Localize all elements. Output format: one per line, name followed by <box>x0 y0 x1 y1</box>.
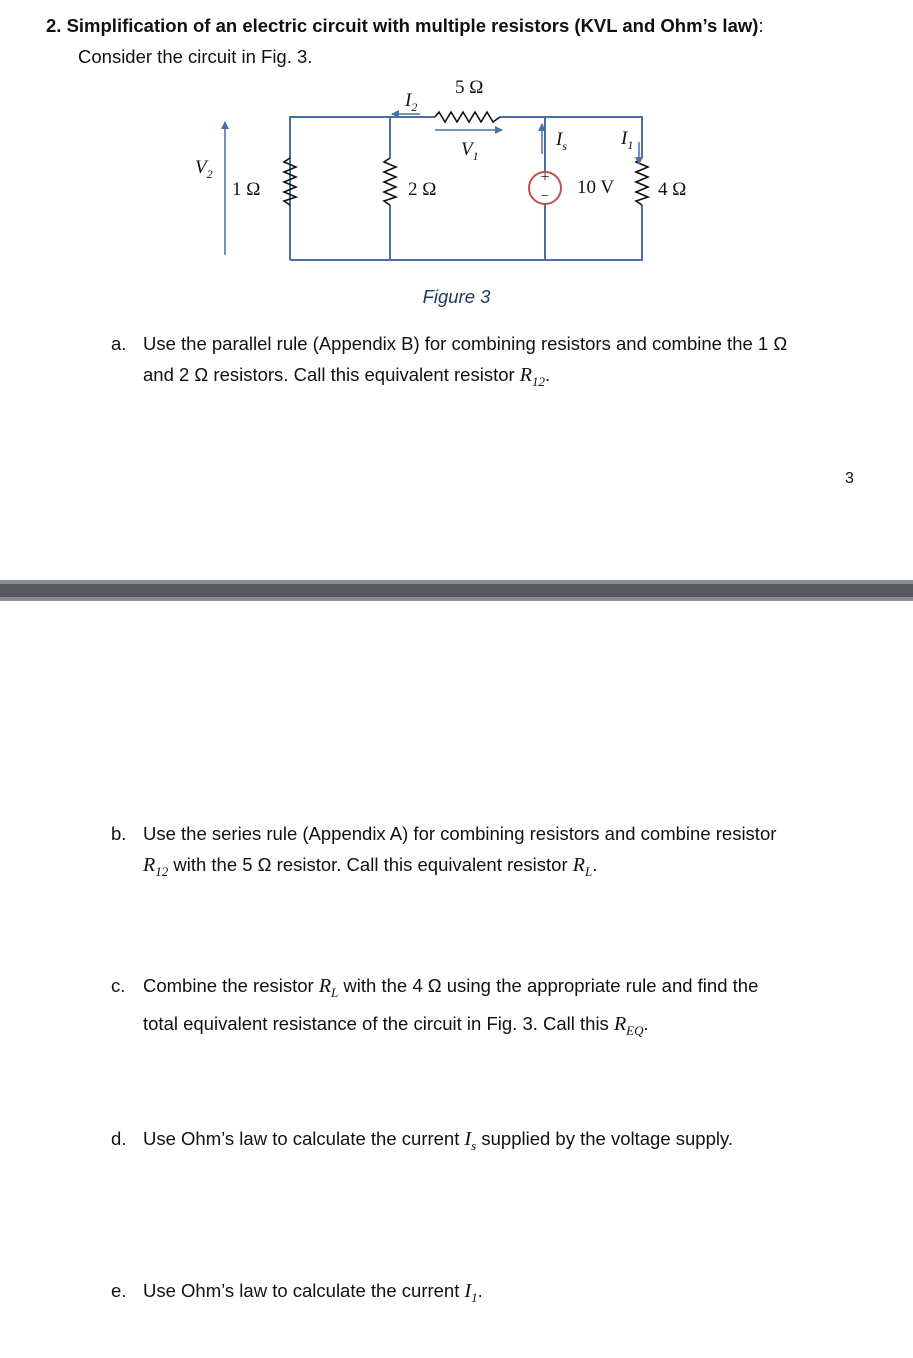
label-i1: $I_1$ <box>621 128 634 152</box>
symbol-is: $I_s$ <box>464 1128 477 1153</box>
label-r5: 5 Ω <box>455 77 484 98</box>
circuit-figure <box>180 70 740 280</box>
circuit-diagram <box>180 70 740 280</box>
part-d-letter: d. <box>111 1128 127 1149</box>
part-a-text: Use the parallel rule (Appendix B) for combining resistors and combine the 1 Ω and 2 Ω resistors. Call this equivalent resistor $R_{12}$. <box>143 333 788 389</box>
question-intro: Consider the circuit in Fig. 3. <box>78 46 313 67</box>
figure-caption: Figure 3 <box>422 286 491 307</box>
resistor-2-ohm <box>384 158 396 205</box>
label-is: $I_s$ <box>556 129 567 153</box>
page-number: 3 <box>845 470 854 487</box>
symbol-r12: $R_{12}$ <box>519 364 546 389</box>
symbol-rl: $R_L$ <box>318 975 339 1000</box>
label-r4: 4 Ω <box>658 179 687 200</box>
label-r1: 1 Ω <box>232 179 261 200</box>
part-b-text: Use the series rule (Appendix A) for combining resistors and combine resistor $R_{12}$ with the 5 Ω resistor. Call this equivalent resistor $R_L$. <box>143 823 777 879</box>
part-c <box>111 970 851 1046</box>
label-v2: $V_2$ <box>195 157 213 181</box>
part-a-letter: a. <box>111 333 127 354</box>
question-title-colon: : <box>758 15 764 36</box>
source-minus-label: − <box>541 189 549 204</box>
resistor-5-ohm <box>435 112 500 122</box>
symbol-rl: $R_L$ <box>572 854 593 879</box>
question-title <box>46 15 764 37</box>
label-source: 10 V <box>577 177 615 198</box>
label-r2: 2 Ω <box>408 179 437 200</box>
part-b-letter: b. <box>111 823 127 844</box>
symbol-r12: $R_{12}$ <box>143 854 169 879</box>
question-title-text: Simplification of an electric circuit with multiple resistors (KVL and Ohm’s law) <box>66 15 759 36</box>
question-number: 2. <box>46 15 62 36</box>
label-i2: $I_2$ <box>405 90 418 114</box>
circuit-labels <box>195 77 686 200</box>
part-e <box>111 1275 851 1313</box>
symbol-req: $R_{EQ}$ <box>613 1013 644 1038</box>
part-d-text: Use Ohm’s law to calculate the current $I_s$ supplied by the voltage supply. <box>143 1128 734 1153</box>
part-d <box>111 1123 851 1161</box>
part-a <box>111 328 851 397</box>
source-plus-label: + <box>540 169 550 186</box>
voltage-source <box>529 169 561 204</box>
part-c-text: Combine the resistor $R_L$ with the 4 Ω using the appropriate rule and find the total equivalent resistance of the circuit in Fig. 3. Call this $R_{EQ}$. <box>143 975 759 1038</box>
page-divider <box>0 580 913 601</box>
part-e-text: Use Ohm’s law to calculate the current $I_1$. <box>143 1280 483 1305</box>
part-e-letter: e. <box>111 1280 127 1301</box>
resistor-4-ohm <box>636 158 648 205</box>
part-b <box>111 818 851 887</box>
symbol-i1: $I_1$ <box>464 1280 478 1305</box>
label-v1: $V_1$ <box>461 139 479 163</box>
part-c-letter: c. <box>111 975 126 996</box>
